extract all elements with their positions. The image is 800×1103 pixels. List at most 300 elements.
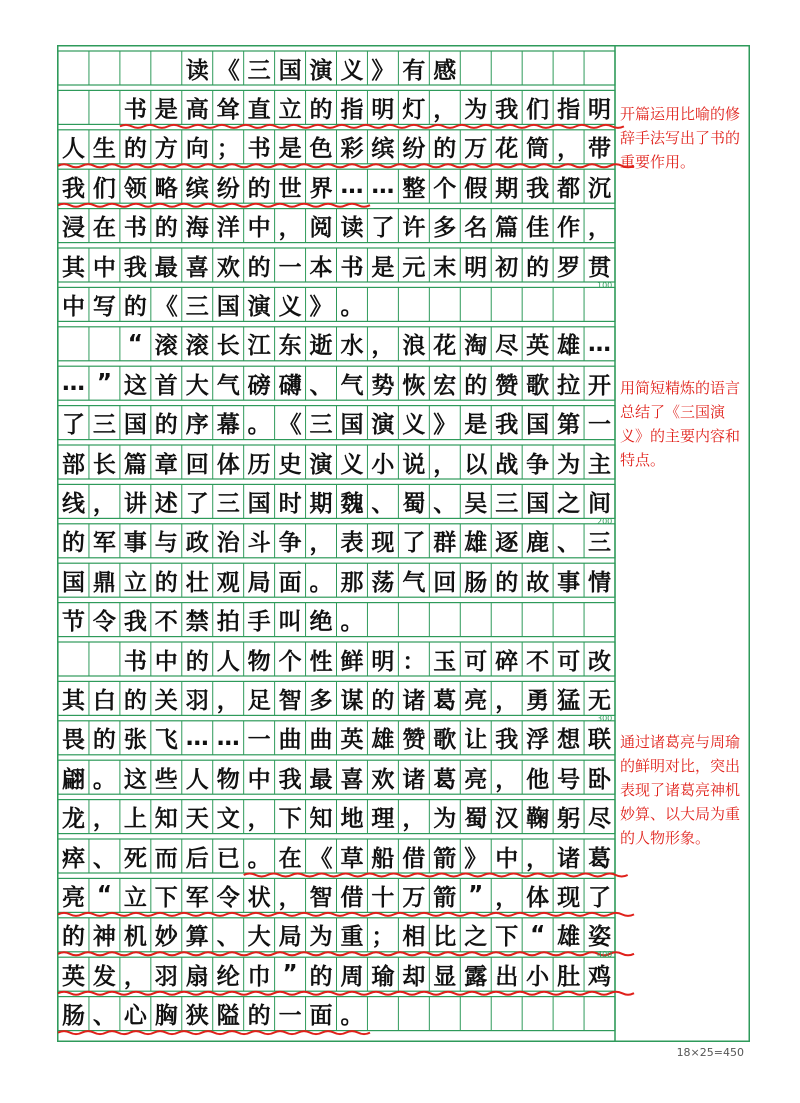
essay-char: 书 — [247, 136, 271, 163]
essay-char: 赞 — [495, 372, 519, 399]
essay-char: 多 — [309, 687, 333, 714]
essay-char: 可 — [557, 648, 581, 675]
essay-char: 是 — [371, 254, 395, 281]
essay-char: 理 — [371, 806, 395, 833]
essay-char: 带 — [588, 136, 612, 163]
essay-char: 他 — [526, 766, 550, 793]
essay-char: 中 — [92, 254, 116, 281]
count-marker-100: 100 — [597, 281, 613, 290]
essay-char: 欢 — [371, 766, 395, 793]
essay-char: 书 — [123, 96, 147, 123]
essay-char: 国 — [247, 490, 271, 517]
essay-char: 妙 — [154, 924, 178, 951]
essay-char: 观 — [216, 569, 240, 596]
essay-char: 的 — [309, 96, 333, 123]
essay-char: 《 — [154, 293, 178, 320]
essay-char: 事 — [557, 569, 581, 596]
essay-char: 逐 — [495, 530, 519, 557]
essay-char: 江 — [247, 333, 271, 360]
essay-char: 洋 — [216, 215, 240, 242]
essay-char: 《 — [278, 412, 302, 439]
essay-char: 英 — [526, 333, 550, 360]
essay-char: 后 — [185, 845, 209, 872]
essay-char: 面 — [278, 569, 302, 596]
essay-char: 局 — [278, 924, 302, 951]
essay-char: 争 — [278, 530, 302, 557]
essay-char: 读 — [340, 215, 364, 242]
essay-char: 世 — [278, 175, 302, 202]
essay-char: 为 — [433, 806, 457, 833]
essay-char: 尽 — [588, 806, 612, 833]
essay-char: 三 — [216, 490, 240, 517]
essay-char: 肠 — [464, 569, 488, 596]
essay-char: ， — [123, 963, 147, 990]
essay-char: 雄 — [557, 333, 581, 360]
essay-char: 露 — [464, 963, 488, 990]
essay-char: 葛 — [433, 766, 457, 793]
essay-char: 国 — [526, 490, 550, 517]
essay-char: 长 — [92, 451, 116, 478]
essay-char: 荡 — [371, 569, 395, 596]
essay-char: 》 — [309, 293, 333, 320]
essay-char: 地 — [340, 806, 364, 833]
essay-char: 有 — [402, 57, 426, 84]
essay-char: 一 — [247, 727, 271, 754]
essay-char: 宏 — [433, 372, 457, 399]
essay-char: 我 — [61, 175, 85, 202]
essay-char: 史 — [278, 451, 302, 478]
essay-char: ： — [402, 648, 426, 675]
essay-char: 幕 — [216, 412, 240, 439]
essay-char: 畏 — [61, 727, 85, 754]
red-underline — [58, 164, 634, 167]
essay-char: 们 — [92, 175, 116, 202]
essay-char: 葛 — [588, 845, 612, 872]
essay-char: 都 — [557, 175, 581, 202]
essay-char: 张 — [123, 727, 147, 754]
essay-char: 情 — [588, 569, 612, 596]
essay-char: 亮 — [464, 766, 488, 793]
essay-char: 战 — [495, 451, 519, 478]
essay-char: 巾 — [247, 963, 271, 990]
essay-char: 义 — [402, 412, 426, 439]
essay-char: 喜 — [340, 766, 364, 793]
essay-char: 浪 — [402, 333, 426, 360]
essay-char: 飞 — [154, 727, 178, 754]
essay-char: 显 — [433, 963, 457, 990]
essay-char: 上 — [123, 806, 147, 833]
essay-char: 主 — [588, 451, 612, 478]
essay-char: 的 — [464, 372, 488, 399]
essay-char: 《 — [309, 845, 333, 872]
essay-char: 。 — [340, 293, 364, 320]
essay-char: 碎 — [495, 648, 519, 675]
essay-char: 写 — [92, 293, 116, 320]
essay-char: ， — [588, 215, 612, 242]
essay-char: 气 — [340, 372, 364, 399]
essay-char: 的 — [61, 924, 85, 951]
essay-char: 》 — [433, 412, 457, 439]
essay-char: 耸 — [216, 96, 240, 123]
essay-char: ， — [495, 687, 519, 714]
essay-char: 状 — [247, 884, 271, 911]
essay-char: ， — [278, 215, 302, 242]
red-underline — [120, 125, 624, 128]
essay-char: 三 — [588, 530, 612, 557]
essay-char: 下 — [495, 924, 519, 951]
essay-char: 以 — [464, 451, 488, 478]
essay-char: 政 — [185, 530, 209, 557]
essay-char: 其 — [61, 254, 85, 281]
essay-char: 扇 — [185, 963, 209, 990]
essay-char: 我 — [123, 609, 147, 636]
essay-char: 周 — [340, 963, 364, 990]
essay-char: ， — [433, 96, 457, 123]
essay-char: 狭 — [185, 1003, 209, 1030]
essay-char: 章 — [154, 451, 178, 478]
essay-char: 借 — [402, 845, 426, 872]
essay-char: 滚 — [185, 333, 209, 360]
essay-char: 篇 — [495, 215, 519, 242]
essay-char: 间 — [588, 490, 612, 517]
essay-char: 的 — [247, 1003, 271, 1030]
essay-char: 物 — [247, 648, 271, 675]
essay-char: 为 — [309, 924, 333, 951]
essay-char: 群 — [433, 530, 457, 557]
essay-char: 神 — [92, 924, 116, 951]
essay-char: 雄 — [557, 924, 581, 951]
essay-char: 篇 — [123, 451, 147, 478]
essay-char: 我 — [495, 727, 519, 754]
essay-char: 号 — [557, 766, 581, 793]
essay-char: 算 — [185, 924, 209, 951]
essay-char: ， — [247, 806, 271, 833]
essay-char: 明 — [371, 648, 395, 675]
essay-char: 曲 — [309, 727, 333, 754]
essay-char: 比 — [433, 924, 457, 951]
essay-char: 的 — [495, 569, 519, 596]
essay-char: 壮 — [185, 569, 209, 596]
essay-char: 葛 — [433, 687, 457, 714]
essay-char: 是 — [278, 136, 302, 163]
essay-char: 许 — [402, 215, 426, 242]
essay-char: 三 — [185, 293, 209, 320]
essay-char: 我 — [123, 254, 147, 281]
essay-char: 名 — [464, 215, 488, 242]
essay-char: 礴 — [278, 372, 302, 399]
essay-char: 纶 — [216, 963, 240, 990]
essay-char: 海 — [185, 215, 209, 242]
essay-char: 。 — [92, 766, 116, 793]
essay-char: 船 — [371, 845, 395, 872]
essay-char: 立 — [123, 884, 147, 911]
essay-char: 指 — [557, 96, 581, 123]
essay-char: 曲 — [278, 727, 302, 754]
essay-char: 、 — [433, 490, 457, 517]
essay-char: 令 — [216, 884, 240, 911]
essay-char: 现 — [371, 530, 395, 557]
essay-char: 浸 — [61, 215, 85, 242]
essay-char: ， — [216, 687, 240, 714]
essay-char: 局 — [247, 569, 271, 596]
essay-char: 中 — [495, 845, 519, 872]
essay-char: 的 — [247, 175, 271, 202]
essay-char: 重 — [340, 924, 364, 951]
essay-char: 历 — [247, 451, 271, 478]
essay-char: 多 — [433, 215, 457, 242]
essay-char: 小 — [371, 451, 395, 478]
essay-char: 彩 — [340, 136, 364, 163]
essay-char: 军 — [185, 884, 209, 911]
essay-char: 本 — [309, 254, 333, 281]
essay-char: 改 — [588, 648, 612, 675]
essay-char: 说 — [402, 451, 426, 478]
essay-char: 大 — [247, 924, 271, 951]
essay-char: 汉 — [495, 806, 519, 833]
essay-char: 人 — [185, 766, 209, 793]
essay-char: 期 — [495, 175, 519, 202]
essay-char: 气 — [216, 372, 240, 399]
essay-char: ， — [309, 530, 333, 557]
essay-char: 开 — [588, 372, 612, 399]
essay-char: 吴 — [464, 490, 488, 517]
essay-char: 长 — [216, 333, 240, 360]
essay-char: 出 — [495, 963, 519, 990]
essay-char: 元 — [402, 254, 426, 281]
essay-char: 佳 — [526, 215, 550, 242]
essay-char: 的 — [247, 254, 271, 281]
essay-char: 下 — [154, 884, 178, 911]
essay-char: 节 — [61, 609, 85, 636]
essay-char: 个 — [433, 175, 457, 202]
essay-char: 亮 — [464, 687, 488, 714]
annotation-contrast: 通过诸葛亮与周瑜的鲜明对比，突出表现了诸葛亮神机妙算、以大局为重的人物形象。 — [620, 733, 741, 847]
essay-char: 中 — [61, 293, 85, 320]
essay-char: 讲 — [123, 490, 147, 517]
essay-char: 。 — [247, 412, 271, 439]
essay-char: 白 — [92, 687, 116, 714]
essay-char: 》 — [464, 845, 488, 872]
essay-char: 三 — [309, 412, 333, 439]
essay-char: 的 — [123, 136, 147, 163]
essay-char: 序 — [185, 412, 209, 439]
essay-char: 赞 — [402, 727, 426, 754]
essay-char: 姿 — [588, 924, 612, 951]
essay-char: … — [216, 724, 240, 751]
essay-char: ， — [526, 845, 550, 872]
essay-char: 机 — [123, 924, 147, 951]
essay-char: ， — [495, 766, 519, 793]
essay-char: 《 — [216, 57, 240, 84]
essay-char: 整 — [402, 175, 426, 202]
essay-char: 的 — [154, 215, 178, 242]
essay-char: 诸 — [402, 687, 426, 714]
essay-char: 明 — [588, 96, 612, 123]
essay-char: 知 — [154, 806, 178, 833]
essay-char: 一 — [278, 254, 302, 281]
essay-char: 的 — [92, 727, 116, 754]
essay-char: 十 — [371, 884, 395, 911]
essay-char: 演 — [371, 412, 395, 439]
essay-char: 瘁 — [61, 845, 85, 872]
red-underline — [58, 952, 634, 955]
essay-char: 喜 — [185, 254, 209, 281]
essay-char: 发 — [92, 963, 116, 990]
essay-char: 的 — [433, 136, 457, 163]
count-marker-300: 300 — [597, 714, 613, 723]
essay-char: 沉 — [588, 175, 612, 202]
essay-char: 体 — [216, 451, 240, 478]
essay-char: 可 — [464, 648, 488, 675]
essay-char: 界 — [309, 175, 333, 202]
essay-char: ； — [216, 136, 240, 163]
essay-char: 让 — [464, 727, 488, 754]
essay-char: 相 — [402, 924, 426, 951]
essay-char: 魏 — [340, 490, 364, 517]
essay-char: 明 — [371, 96, 395, 123]
essay-char: 体 — [526, 884, 550, 911]
essay-char: 雄 — [464, 530, 488, 557]
composition-sheet — [57, 45, 750, 1042]
essay-char: 中 — [247, 215, 271, 242]
essay-char: 领 — [123, 175, 147, 202]
essay-char: 智 — [278, 687, 302, 714]
essay-char: 天 — [185, 806, 209, 833]
essay-char: 。 — [340, 1003, 364, 1030]
essay-char: 感 — [433, 57, 457, 84]
essay-char: 演 — [247, 293, 271, 320]
essay-char: 第 — [557, 412, 581, 439]
essay-char: 期 — [309, 490, 333, 517]
essay-char: 人 — [61, 136, 85, 163]
essay-char: 不 — [526, 648, 550, 675]
essay-char: 面 — [309, 1003, 333, 1030]
essay-char: 义 — [278, 293, 302, 320]
essay-char: 书 — [123, 215, 147, 242]
essay-char: 国 — [526, 412, 550, 439]
essay-char: 了 — [185, 490, 209, 517]
essay-char: 的 — [154, 569, 178, 596]
essay-char: 》 — [371, 57, 395, 84]
essay-char: 贯 — [588, 254, 612, 281]
red-underline — [244, 874, 628, 877]
essay-char: 瑜 — [371, 963, 395, 990]
essay-char: 国 — [123, 412, 147, 439]
essay-char: 隘 — [216, 1003, 240, 1030]
essay-char: 缤 — [185, 175, 209, 202]
essay-char: 义 — [340, 57, 364, 84]
essay-char: 回 — [433, 569, 457, 596]
essay-char: 亮 — [61, 884, 85, 911]
essay-char: 、 — [92, 1003, 116, 1030]
essay-char: 尽 — [495, 333, 519, 360]
essay-char: 三 — [495, 490, 519, 517]
essay-char: 三 — [92, 412, 116, 439]
essay-char: 联 — [588, 727, 612, 754]
essay-char: 们 — [526, 96, 550, 123]
essay-char: 令 — [92, 609, 116, 636]
essay-char: 中 — [154, 648, 178, 675]
essay-char: 回 — [185, 451, 209, 478]
essay-char: 躬 — [557, 806, 581, 833]
essay-char: 雄 — [371, 727, 395, 754]
count-marker-200: 200 — [597, 517, 613, 526]
essay-char: 争 — [526, 451, 550, 478]
essay-char: 叫 — [278, 609, 302, 636]
essay-char: 中 — [247, 766, 271, 793]
essay-char: 蜀 — [402, 490, 426, 517]
essay-char: 读 — [185, 57, 209, 84]
essay-char: 之 — [464, 924, 488, 951]
essay-char: 作 — [557, 215, 581, 242]
essay-char: 那 — [340, 569, 364, 596]
essay-char: ， — [557, 136, 581, 163]
red-underline — [58, 913, 634, 916]
essay-char: 其 — [61, 687, 85, 714]
essay-char: 纷 — [402, 136, 426, 163]
essay-char: 直 — [247, 96, 271, 123]
essay-char: 我 — [278, 766, 302, 793]
essay-char: 末 — [433, 254, 457, 281]
essay-char: 足 — [247, 687, 271, 714]
essay-char: 鼎 — [92, 569, 116, 596]
essay-char: 势 — [371, 372, 395, 399]
essay-char: 缤 — [371, 136, 395, 163]
essay-char: ， — [495, 884, 519, 911]
essay-char: 猛 — [557, 687, 581, 714]
essay-char: ， — [371, 333, 395, 360]
essay-char: 筒 — [526, 136, 550, 163]
essay-char: 却 — [402, 963, 426, 990]
essay-char: 关 — [154, 687, 178, 714]
essay-char: 初 — [495, 254, 519, 281]
essay-char: … — [340, 173, 364, 200]
essay-char: 生 — [92, 136, 116, 163]
essay-char: 军 — [92, 530, 116, 557]
essay-char: 现 — [557, 884, 581, 911]
essay-char: 而 — [154, 845, 178, 872]
essay-char: 书 — [340, 254, 364, 281]
essay-char: 绝 — [309, 609, 333, 636]
essay-char: 斗 — [247, 530, 271, 557]
essay-char: … — [588, 330, 612, 357]
essay-char: 罗 — [557, 254, 581, 281]
essay-char: 物 — [216, 766, 240, 793]
essay-char: 勇 — [526, 687, 550, 714]
essay-char: 的 — [309, 963, 333, 990]
essay-char: 的 — [526, 254, 550, 281]
essay-char: 龙 — [61, 806, 85, 833]
essay-char: 、 — [216, 924, 240, 951]
essay-char: 国 — [340, 412, 364, 439]
essay-char: 部 — [61, 451, 85, 478]
essay-char: 蜀 — [464, 806, 488, 833]
essay-char: “ — [530, 921, 546, 948]
essay-char: 我 — [526, 175, 550, 202]
essay-char: 歌 — [526, 372, 550, 399]
essay-char: 演 — [309, 57, 333, 84]
essay-char: 胸 — [154, 1003, 178, 1030]
essay-char: 之 — [557, 490, 581, 517]
essay-char: … — [185, 724, 209, 751]
essay-char: 治 — [216, 530, 240, 557]
essay-char: 明 — [464, 254, 488, 281]
essay-char: 假 — [464, 175, 488, 202]
essay-char: 方 — [154, 136, 178, 163]
essay-char: 略 — [154, 175, 178, 202]
essay-char: 最 — [154, 254, 178, 281]
essay-char: 禁 — [185, 609, 209, 636]
